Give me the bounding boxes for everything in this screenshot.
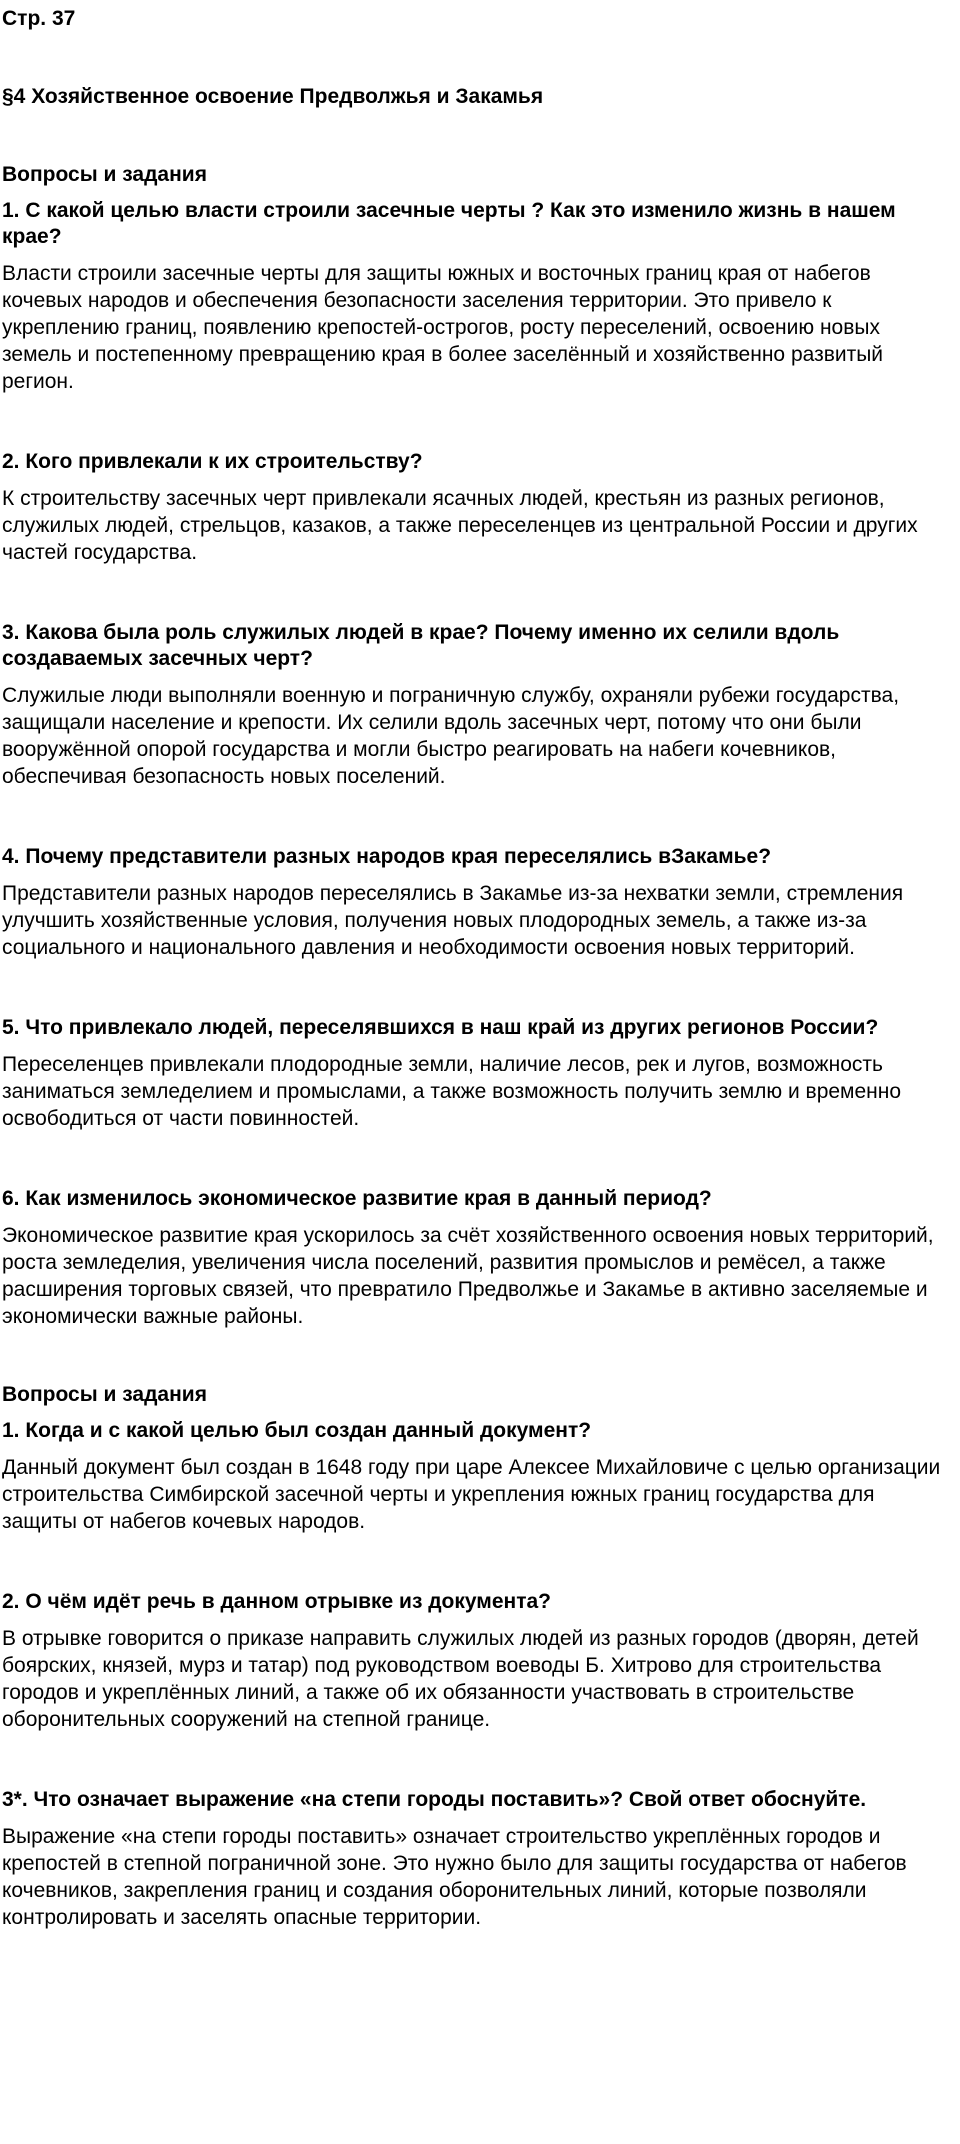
question-text: 3*. Что означает выражение «на степи городы поставить»? Свой ответ обоснуйте. [2, 1788, 867, 1811]
qa-item-1 [2, 1418, 954, 1535]
answer-text: Представители разных народов переселялись в Закамье из-за нехватки земли, стремления улучшить хозяйственные условия, получения новых плодородных земель, а также из-за социального и национального давления и необходимости освоения новых территорий. [2, 882, 904, 959]
qa-item-3 [2, 620, 954, 790]
qa-item-1 [2, 198, 954, 395]
answer-text: В отрывке говорится о приказе направить служилых людей из разных городов (дворян, детей боярских, князей, мурз и татар) под руководством воеводы Б. Хитрово для строительства городов и укреплённых линий, а также об их обязанности участвовать в строительстве оборонительных сооружений на степной границе. [2, 1627, 919, 1731]
section-questions-2 [2, 1382, 954, 1931]
answer-text: Экономическое развитие края ускорилось за счёт хозяйственного освоения новых территорий, роста земледелия, увеличения числа поселений, развития промыслов и ремёсел, а также расширения торговых связей, что превратило Предволжье и Закамье в активно заселяемые и экономически важные районы. [2, 1224, 934, 1328]
question-text: 2. Кого привлекали к их строительству? [2, 450, 423, 473]
answer-text: Переселенцев привлекали плодородные земли, наличие лесов, рек и лугов, возможность заниматься земледелием и промыслами, а также возможность получить землю и временно освободиться от части повинностей. [2, 1053, 902, 1130]
page-title: §4 Хозяйственное освоение Предволжья и Закамья [2, 85, 544, 108]
qa-item-2 [2, 1589, 954, 1733]
qa-item-4 [2, 844, 954, 961]
qa-item-2 [2, 449, 954, 566]
question-text: 1. С какой целью власти строили засечные черты ? Как это изменило жизнь в нашем крае? [2, 199, 896, 248]
answer-text: К строительству засечных черт привлекали ясачных людей, крестьян из разных регионов, служилых людей, стрельцов, казаков, а также переселенцев из центральной России и других частей государства. [2, 487, 918, 564]
question-text: 5. Что привлекало людей, переселявшихся в наш край из других регионов России? [2, 1016, 879, 1039]
question-text: 2. О чём идёт речь в данном отрывке из документа? [2, 1590, 551, 1613]
qa-item-5 [2, 1015, 954, 1132]
question-text: 3. Какова была роль служилых людей в крае? Почему именно их селили вдоль создаваемых засечных черт? [2, 621, 840, 670]
answer-text: Власти строили засечные черты для защиты южных и восточных границ края от набегов кочевых народов и обеспечения безопасности заселения территории. Это привело к укреплению границ, появлению крепостей-острогов, росту переселений, освоению новых земель и постепенному превращению края в более заселённый и хозяйственно развитый регион. [2, 262, 884, 393]
page-number: Стр. 37 [2, 7, 76, 30]
answer-text: Выражение «на степи городы поставить» означает строительство укреплённых городов и крепостей в степной пограничной зоне. Это нужно было для защиты государства от набегов кочевников, закрепления границ и создания оборонительных линий, которые позволяли контролировать и заселять опасные территории. [2, 1825, 907, 1929]
qa-item-6 [2, 1186, 954, 1330]
section-questions-1 [2, 162, 954, 1330]
qa-item-3 [2, 1787, 954, 1931]
question-text: 1. Когда и с какой целью был создан данный документ? [2, 1419, 592, 1442]
question-text: 6. Как изменилось экономическое развитие края в данный период? [2, 1187, 712, 1210]
section-heading: Вопросы и задания [2, 163, 207, 186]
answer-text: Данный документ был создан в 1648 году при царе Алексее Михайловиче с целью организации строительства Симбирской засечной черты и укрепления южных границ государства для защиты от набегов кочевых народов. [2, 1456, 941, 1533]
section-heading: Вопросы и задания [2, 1383, 207, 1406]
question-text: 4. Почему представители разных народов края переселялись вЗакамье? [2, 845, 772, 868]
answer-text: Служилые люди выполняли военную и пограничную службу, охраняли рубежи государства, защищали население и крепости. Их селили вдоль засечных черт, потому что они были вооружённой опорой государства и могли быстро реагировать на набеги кочевников, обеспечивая безопасность новых поселений. [2, 684, 900, 788]
